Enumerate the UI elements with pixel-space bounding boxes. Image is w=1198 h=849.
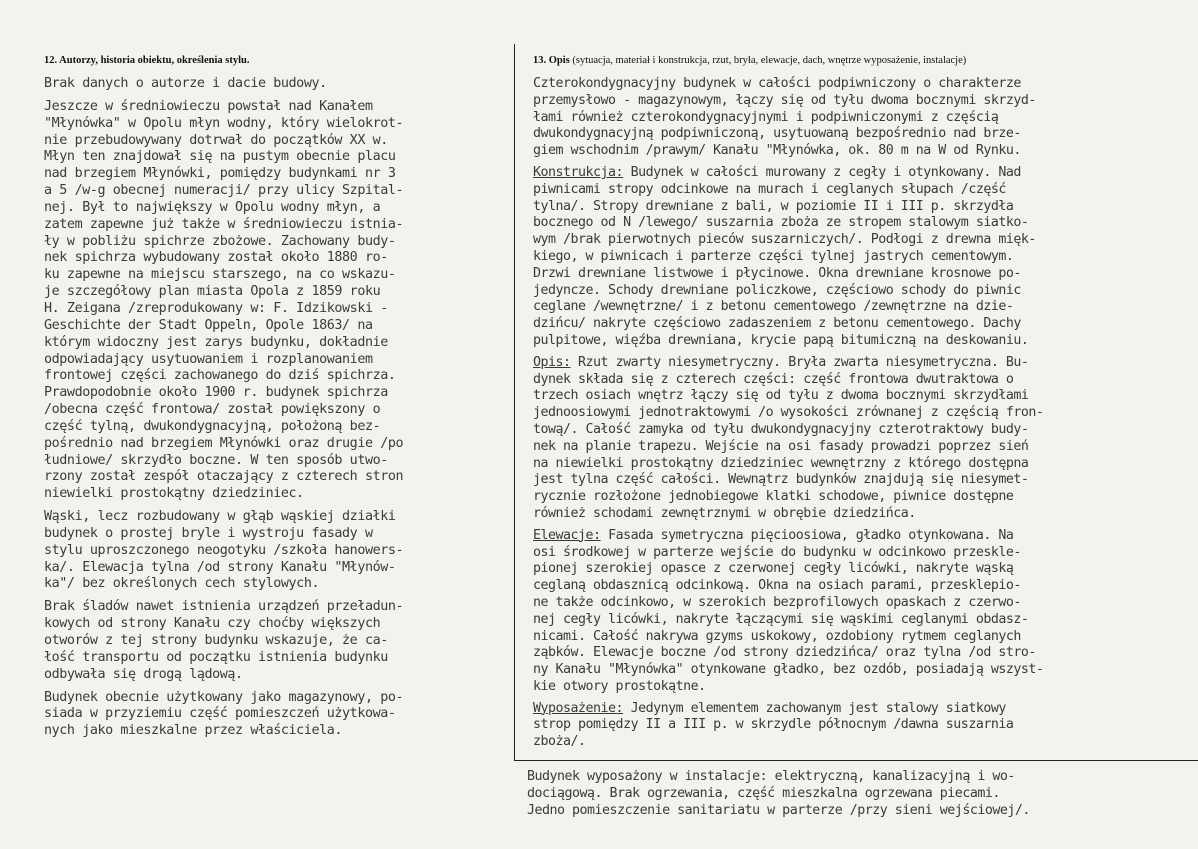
text-line: pionej szerokiej opasce z czerwonej cegły licówki, nakryte wąską (533, 561, 1014, 577)
text-line: Młyn ten znajdował się na pustym obecnie placu (44, 149, 396, 165)
installations-note (527, 769, 1193, 819)
text-line: kowych od strony Kanału czy choćby większych (44, 616, 381, 632)
text-line: ceglaną obdasznicą odcinkową. Okna na osiach parami, przesklepio- (533, 578, 1021, 594)
history-paragraph (44, 509, 506, 593)
text-line: Geschichte der Stadt Oppeln, Opole 1863/ na (44, 317, 373, 333)
text-line: Wąski, lecz rozbudowany w głąb wąskiej działki (44, 509, 396, 525)
text-line: Drzwi drewniane listwowe i płycinowe. Okna drewniane krosnowe po- (533, 265, 1021, 281)
text-line: je szczegółowy plan miasta Opola z 1859 roku (44, 284, 381, 300)
history-paragraph (44, 76, 506, 93)
text-line: H. Zeigana /zreprodukowany w: F. Idzikowski - (44, 300, 388, 316)
section-13-number: 13. (533, 55, 547, 66)
text-line: ceglane /wewnętrzne/ i z betonu cementowego /zewnętrzne na dzie- (533, 299, 1014, 315)
text-line: łudniowe/ skrzydło boczne. W ten sposób utwo- (44, 452, 388, 468)
section-13-title: Opis (548, 55, 570, 66)
text-line: osi środkowej w parterze wejście do budynku w odcinkowo przeskle- (533, 544, 1021, 560)
text-line: jednoosiowymi jednotraktowymi /o wysokości zrównanej z częścią fron- (533, 405, 1044, 421)
text-line: ka"/ bez określonych cech stylowych. (44, 576, 320, 592)
text-line: zboża/. (533, 734, 586, 750)
text-line: odpowiadający usytuowaniem i rozplanowaniem (44, 351, 373, 367)
section-12-title: Autorzy, historia obiektu, określenia stylu. (59, 55, 250, 66)
text-line: kiego, w piwnicach i parterze części tylnej jastrych cementowym. (533, 248, 1014, 264)
description-subsection (533, 355, 1193, 523)
text-line: Jeszcze w średniowieczu powstał nad Kanałem (44, 98, 373, 114)
text-line: na niewielki prostokątny dziedziniec wewnętrzny z którego dostępna (533, 455, 1029, 471)
subsection-first-line: Budynek w całości murowany z cegły i otynkowany. Nad (623, 164, 1021, 180)
text-line: bocznego od N /lewego/ suszarnia zboża ze stropem stalowym siatko- (533, 215, 1029, 231)
description-intro (533, 76, 1193, 160)
text-line: dwukondygnacyjną podpiwniczoną, usytuowaną bezpośrednio nad brze- (533, 126, 1021, 142)
text-line: Brak danych o autorze i dacie budowy. (44, 76, 327, 91)
text-line: przemysłowo - magazynowym, łączy się od tyłu dwoma bocznymi skrzyd- (533, 92, 1036, 108)
subsection-first-line: Fasada symetryczna pięcioosiowa, gładko otynkowana. Na (600, 527, 1014, 543)
text-line: giem wschodnim /prawym/ Kanału "Młynówka, ok. 80 m na W od Rynku. (533, 143, 1021, 159)
history-paragraph (44, 690, 506, 741)
text-line: ząbków. Elewacje boczne /od strony dziedzińca/ oraz tylna /od stro- (533, 645, 1036, 661)
text-line: Budynek wyposażony w instalacje: elektryczną, kanalizacyjną i wo- (527, 769, 1015, 784)
text-line: łość transportu od początku istnienia budynku (44, 649, 388, 665)
section-12-number: 12. (44, 55, 58, 66)
section-13-heading (533, 55, 966, 66)
column-divider (514, 44, 515, 760)
text-line: tylna/. Stropy drewniane z bali, w poziomie II i III p. skrzydła (533, 198, 1014, 214)
section-13-subtitle: (sytuacja, materiał i konstrukcja, rzut, bryła, elewacje, dach, wnętrze wyposażenie, instalacje) (572, 55, 967, 66)
text-line: pośrednio nad brzegiem Młynówki oraz drugie /po (44, 435, 404, 451)
text-line: stylu uproszczonego neogotyku /szkoła hanowers- (44, 542, 404, 558)
text-line: dociągową. Brak ogrzewania, część mieszkalna ogrzewana piecami. (527, 785, 1000, 801)
text-line: nicami. Całość nakrywa gzyms uskokowy, ozdobiony rytmem ceglanych (533, 628, 1021, 644)
text-line: pulpitowe, więźba drewniana, krycie papą bitumiczną na deskowaniu. (533, 332, 1029, 348)
text-line: Jedno pomieszczenie sanitariatu w parterze /przy sieni wejściowej/. (527, 802, 1030, 818)
text-line: również schodami zewnętrznymi w obrębie dziedzińca. (533, 505, 916, 521)
text-line: strop pomiędzy II a III p. w skrzydle północnym /dawna suszarnia (533, 717, 1014, 733)
text-line: nek spichrza wybudowany został około 1880 ro- (44, 250, 388, 266)
text-line: tową/. Całość zamyka od tyłu dwukondygnacyjny czterotraktowy budy- (533, 421, 1029, 437)
text-line: rycznie rozłożone jednobiegowe klatki schodowe, piwnice dostępne (533, 489, 1014, 505)
text-line: ne także odcinkowo, w szerokich bezprofilowych opaskach z czerwo- (533, 594, 1021, 610)
subsection-label: Wyposażenie: (533, 700, 624, 716)
text-line: Prawdopodobnie około 1900 r. budynek spichrza (44, 385, 388, 401)
text-line: ka/. Elewacja tylna /od strony Kanału "Młynów- (44, 559, 396, 575)
text-line: część tylną, dwukondygnacyjną, położoną bez- (44, 418, 381, 434)
text-line: trzech osiach wnętrz łączy się od tyłu z dwoma bocznymi skrzydłami (533, 388, 1029, 404)
text-line: ły w pobliżu spichrze zbożowe. Zachowany budy- (44, 233, 396, 249)
description-subsection (533, 165, 1193, 350)
text-line: kie otwory prostokątne. (533, 678, 706, 694)
text-line: /obecna część frontowa/ został powiększony o (44, 402, 381, 418)
subsection-first-line: Rzut zwarty niesymetryczny. Bryła zwarta niesymetryczna. Bu- (570, 354, 1029, 370)
text-line: łami również czterokondygnacyjnymi i podpiwniczonymi z częścią (533, 109, 999, 125)
text-line: odbywała się drogą lądową. (44, 666, 243, 682)
description-column (533, 76, 1193, 751)
text-line: nie przebudowywany dotrwał do początków XX w. (44, 132, 388, 148)
description-subsection (533, 528, 1193, 696)
text-line: jest tylna część całości. Wewnątrz budynków znajdują się niesymet- (533, 472, 1029, 488)
text-line: otworów z tej strony budynku wskazuje, że ca- (44, 633, 388, 648)
text-line (533, 528, 1193, 545)
text-line: dzińcu/ nakryte częściowo zadaszeniem z betonu cementowego. Dachy (533, 316, 1021, 332)
text-line: piwnicami stropy odcinkowe na murach i ceglanych słupach /część (533, 181, 1006, 197)
history-paragraph (44, 99, 506, 503)
text-line: nej cegły licówki, nakryte łączącymi się wąskimi ceglanymi obdasz- (533, 611, 1029, 627)
installations-divider (514, 760, 1198, 761)
text-line: którym widoczny jest zarys budynku, dokładnie (44, 334, 388, 350)
text-line: siada w przyziemiu część pomieszczeń użytkowa- (44, 706, 396, 722)
subsection-label: Konstrukcja: (533, 164, 624, 180)
subsection-label: Opis: (533, 354, 571, 370)
text-line: Brak śladów nawet istnienia urządzeń przeładun- (44, 599, 404, 615)
section-12-heading (44, 55, 249, 66)
history-column (44, 76, 506, 740)
text-line: nek na planie trapezu. Wejście na osi fasady prowadzi poprzez sień (533, 438, 1029, 454)
description-subsection (533, 701, 1193, 751)
text-line: zatem zapewne już także w średniowieczu istnia- (44, 216, 404, 232)
text-line (533, 165, 1193, 182)
text-line: frontowej części zachowanego do dziś spichrza. (44, 368, 396, 384)
text-line: jedyncze. Schody drewniane policzkowe, częściowo schody do piwnic (533, 282, 1021, 298)
text-line: nej. Był to największy w Opolu wodny młyn, a (44, 199, 381, 215)
text-line: ny Kanału "Młynówka" otynkowane gładko, bez ozdób, posiadają wszyst- (533, 662, 1044, 678)
text-line (533, 355, 1193, 372)
text-line: ku zapewne na miejscu starszego, na co wskazu- (44, 267, 396, 283)
subsection-first-line: Jedynym elementem zachowanym jest stalowy siatkowy (623, 700, 1006, 716)
text-line: nych jako mieszkalne przez właściciela. (44, 723, 343, 739)
text-line: rzony został zespół otaczający z czterech stron (44, 469, 404, 485)
text-line: nad brzegiem Młynówki, pomiędzy budynkami nr 3 (44, 166, 396, 182)
subsection-label: Elewacje: (533, 527, 601, 543)
text-line: "Młynówka" w Opolu młyn wodny, który wielokrot- (44, 115, 404, 131)
text-line: Czterokondygnacyjny budynek w całości podpiwniczony o charakterze (533, 76, 1021, 91)
text-line: budynek o prostej bryle i wystroju fasady w (44, 525, 373, 541)
text-line: dynek składa się z czterech części: część frontowa dwutraktowa o (533, 371, 1014, 387)
text-line (533, 701, 1193, 718)
text-line: Budynek obecnie użytkowany jako magazynowy, po- (44, 689, 404, 705)
history-paragraph (44, 599, 506, 683)
text-line: wym /brak pierwotnych pieców suszarniczych/. Podłogi z drewna mięk- (533, 232, 1036, 248)
text-line: a 5 /w-g obecnej numeracji/ przy ulicy Szpital- (44, 183, 404, 199)
text-line: niewielki prostokątny dziedziniec. (44, 486, 304, 502)
